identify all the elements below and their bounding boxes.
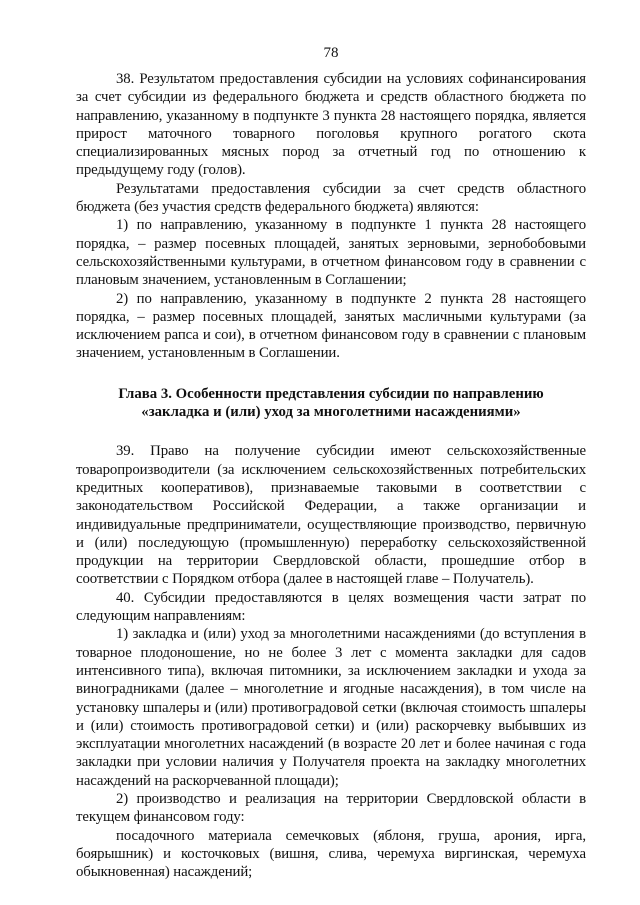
chapter-3-title-line-2: «закладка и (или) уход за многолетними насаждениями» bbox=[141, 404, 521, 421]
paragraph-40-planting-material: посадочного материала семечковых (яблоня, груша, арония, ирга, боярышник) и косточковых (вишня, слива, черемуха виргинская, черемуха обыкновенная) насаждений; bbox=[76, 827, 586, 881]
paragraph-38-result: 38. Результатом предоставления субсидии на условиях софинансирования за счет субсидии из федерального бюджета и средств областного бюджета по направлению, указанному в подпункте 3 пункта 28 настоящего порядка, является прирост маточного товарного поголовья крупного рогатого скота специализированных мясных пород за отчетный год по отношению к предыдущему году (голов). bbox=[76, 71, 586, 179]
paragraph-39-eligibility: 39. Право на получение субсидии имеют сельскохозяйственные товаропроизводители (за исключением сельскохозяйственных потребительских кредитных кооперативов), признаваемые таковыми в соответствии с законодательством Российской Федерации, а также организации и индивидуальные предприниматели, осуществляющие производство, первичную и (или) последующую (промышленную) переработку сельскохозяйственной продукции на территории Свердловской области, прошедшие отбор в соответствии с Порядком отбора (далее в настоящей главе – Получатель). bbox=[76, 443, 586, 588]
page-number: 78 bbox=[323, 45, 339, 61]
paragraph-38-item-2: 2) по направлению, указанному в подпункте 2 пункта 28 настоящего порядка, – размер посевных площадей, занятых масличными культурами (за исключением рапса и сои), в отчетном финансовом году в сравнении с плановым значением, установленным в Соглашении. bbox=[76, 290, 586, 362]
paragraph-40-intro: 40. Субсидии предоставляются в целях возмещения части затрат по следующим направлениям: bbox=[76, 589, 586, 625]
chapter-3-title-line-1: Глава 3. Особенности представления субсидии по направлению bbox=[118, 385, 544, 402]
paragraph-38-item-1: 1) по направлению, указанному в подпункте 1 пункта 28 настоящего порядка, – размер посевных площадей, занятых зерновыми, зернобобовыми сельскохозяйственными культурами, в отчетном финансовом году в сравнении с плановым значением, установленным в Соглашении; bbox=[76, 217, 586, 289]
paragraph-40-item-1: 1) закладка и (или) уход за многолетними насаждениями (до вступления в товарное плодоношение, но не более 3 лет с момента закладки для садов интенсивного типа), включая питомники, за исключением закладки и ухода за виноградниками (далее – многолетние и ягодные насаждения), в том числе на установку шпалеры и (или) противоградовой сетки (включая стоимость шпалеры и (или) стоимость противоградовой сетки) и (или) раскорчевку выбывших из эксплуатации многолетних насаждений (в возрасте 20 лет и более начиная с года закладки при условии наличия у Получателя проекта на закладку многолетних насаждений на раскорчеванной площади); bbox=[76, 626, 586, 789]
paragraph-38-regional-results: Результатами предоставления субсидии за счет средств областного бюджета (без участия средств федерального бюджета) являются: bbox=[76, 180, 586, 216]
paragraph-40-item-2: 2) производство и реализация на территории Свердловской области в текущем финансовом году: bbox=[76, 790, 586, 826]
chapter-3-heading bbox=[76, 385, 586, 422]
